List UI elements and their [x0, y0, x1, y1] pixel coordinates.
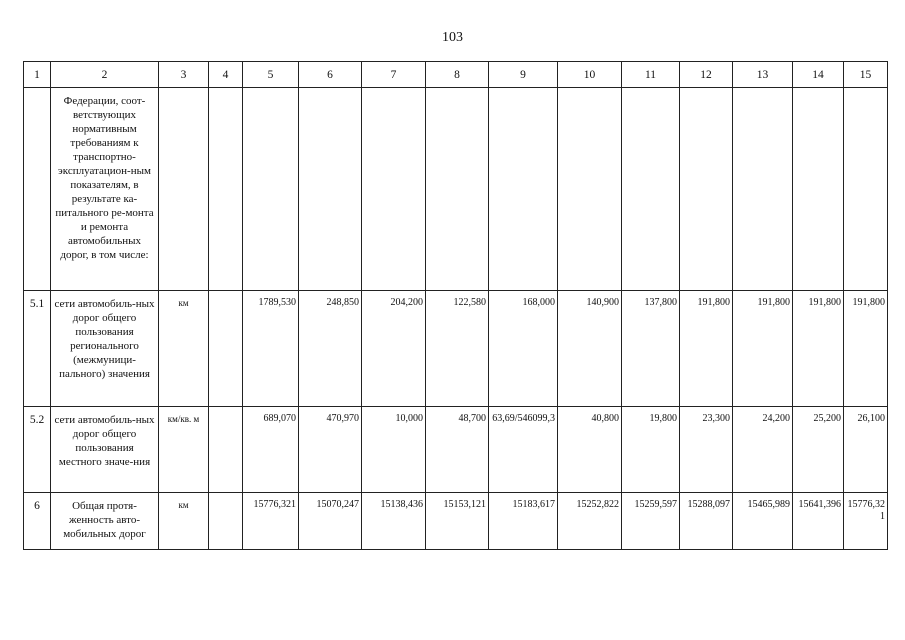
value-cell: 137,800 — [622, 291, 680, 407]
empty-cell — [209, 407, 243, 493]
value-cell: 15183,617 — [489, 493, 558, 550]
value-cell — [243, 88, 299, 291]
column-header: 5 — [243, 62, 299, 88]
empty-cell — [209, 88, 243, 291]
value-cell: 15252,822 — [558, 493, 622, 550]
value-cell: 15465,989 — [733, 493, 793, 550]
value-cell: 689,070 — [243, 407, 299, 493]
value-cell: 191,800 — [844, 291, 888, 407]
table-row — [24, 88, 888, 291]
row-name: сети автомобиль-ных дорог общего пользования регионального (межмуници-пального) значения — [51, 291, 159, 407]
value-cell: 15288,097 — [680, 493, 733, 550]
row-name: Общая протя-женность авто-мобильных дорог — [51, 493, 159, 550]
row-unit — [159, 88, 209, 291]
column-header: 3 — [159, 62, 209, 88]
value-cell: 140,900 — [558, 291, 622, 407]
table-row — [24, 291, 888, 407]
value-cell — [622, 88, 680, 291]
row-unit: км — [159, 493, 209, 550]
empty-cell — [209, 291, 243, 407]
value-cell — [793, 88, 844, 291]
value-cell: 191,800 — [793, 291, 844, 407]
value-cell: 1789,530 — [243, 291, 299, 407]
value-cell — [362, 88, 426, 291]
column-header: 13 — [733, 62, 793, 88]
value-cell — [299, 88, 362, 291]
value-cell — [680, 88, 733, 291]
column-header: 14 — [793, 62, 844, 88]
column-header: 9 — [489, 62, 558, 88]
value-cell: 26,100 — [844, 407, 888, 493]
row-unit: км — [159, 291, 209, 407]
column-number-row — [24, 62, 888, 88]
table-row — [24, 407, 888, 493]
row-code: 5.2 — [24, 407, 51, 493]
value-cell: 40,800 — [558, 407, 622, 493]
value-cell — [844, 88, 888, 291]
row-name: Федерации, соот-ветствующих нормативным требованиям к транспортно-эксплуатацион-ным показателям, в результате ка-питального ре-монта и ремонта автомобильных дорог, в том числе: — [51, 88, 159, 291]
value-cell: 48,700 — [426, 407, 489, 493]
value-cell: 24,200 — [733, 407, 793, 493]
column-header: 7 — [362, 62, 426, 88]
column-header: 12 — [680, 62, 733, 88]
column-header: 15 — [844, 62, 888, 88]
value-cell: 15776,321 — [243, 493, 299, 550]
column-header: 8 — [426, 62, 489, 88]
value-cell: 168,000 — [489, 291, 558, 407]
row-code — [24, 88, 51, 291]
value-cell — [489, 88, 558, 291]
value-cell: 470,970 — [299, 407, 362, 493]
value-cell — [426, 88, 489, 291]
column-header: 6 — [299, 62, 362, 88]
table-row — [24, 493, 888, 550]
value-cell: 19,800 — [622, 407, 680, 493]
data-table — [23, 61, 888, 550]
value-cell: 15259,597 — [622, 493, 680, 550]
value-cell: 204,200 — [362, 291, 426, 407]
column-header: 11 — [622, 62, 680, 88]
value-cell — [733, 88, 793, 291]
value-cell: 191,800 — [680, 291, 733, 407]
column-header: 4 — [209, 62, 243, 88]
row-unit: км/кв. м — [159, 407, 209, 493]
value-cell: 15070,247 — [299, 493, 362, 550]
value-cell: 15138,436 — [362, 493, 426, 550]
value-cell: 122,580 — [426, 291, 489, 407]
value-cell: 15641,396 — [793, 493, 844, 550]
value-cell: 191,800 — [733, 291, 793, 407]
value-cell: 248,850 — [299, 291, 362, 407]
column-header: 1 — [24, 62, 51, 88]
value-cell: 10,000 — [362, 407, 426, 493]
empty-cell — [209, 493, 243, 550]
value-cell: 63,69/546099,3 — [489, 407, 558, 493]
value-cell: 15153,121 — [426, 493, 489, 550]
column-header: 2 — [51, 62, 159, 88]
row-name: сети автомобиль-ных дорог общего пользования местного значе-ния — [51, 407, 159, 493]
value-cell: 15776,321 — [844, 493, 888, 550]
row-code: 6 — [24, 493, 51, 550]
value-cell: 25,200 — [793, 407, 844, 493]
value-cell — [558, 88, 622, 291]
row-code: 5.1 — [24, 291, 51, 407]
page-number: 103 — [442, 30, 463, 45]
column-header: 10 — [558, 62, 622, 88]
value-cell: 23,300 — [680, 407, 733, 493]
